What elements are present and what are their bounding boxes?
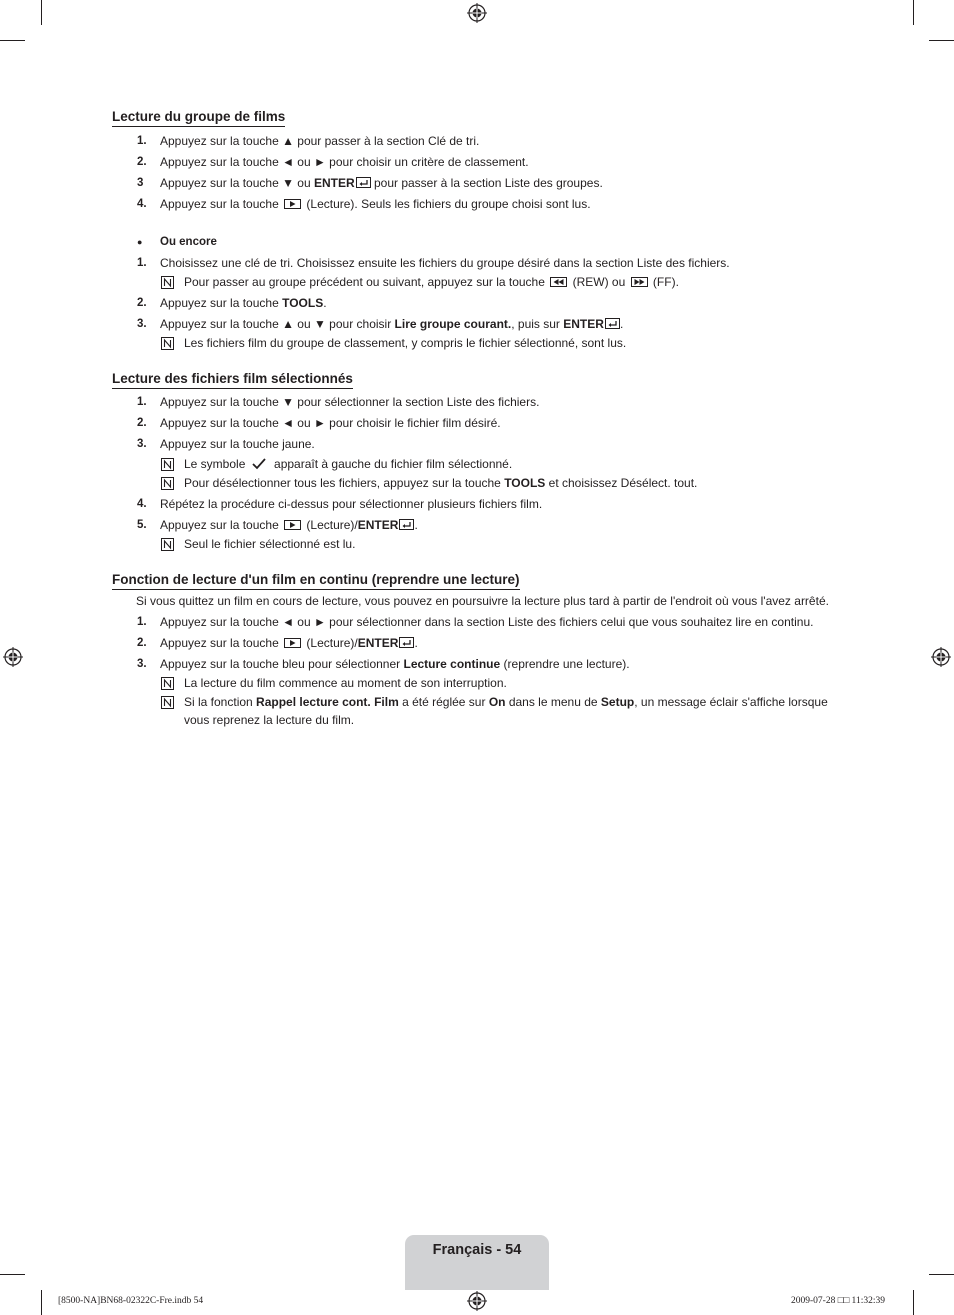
note-icon bbox=[161, 538, 174, 551]
crop-mark bbox=[41, 1290, 42, 1315]
step-text: Appuyez sur la touche ◄ ou ► pour choisir le fichier film désiré. bbox=[160, 416, 501, 430]
play-icon bbox=[284, 199, 301, 209]
registration-mark-icon bbox=[467, 1291, 487, 1311]
step-number: 3. bbox=[137, 318, 147, 330]
section-heading: Lecture du groupe de films bbox=[112, 109, 285, 127]
bullet-icon: ● bbox=[137, 237, 143, 247]
crop-mark bbox=[929, 1274, 954, 1275]
registration-mark-icon bbox=[467, 3, 487, 23]
step-text: Répétez la procédure ci-dessus pour sélectionner plusieurs fichiers film. bbox=[160, 497, 543, 511]
step-number: 2. bbox=[137, 156, 147, 168]
step-number: 1. bbox=[137, 396, 147, 408]
registration-mark-icon bbox=[931, 647, 951, 667]
step-text: Appuyez sur la touche TOOLS. bbox=[160, 296, 327, 310]
step-text: Appuyez sur la touche ◄ ou ► pour choisir un critère de classement. bbox=[160, 155, 529, 169]
note-text: La lecture du film commence au moment de son interruption. bbox=[184, 676, 507, 690]
step-number: 3. bbox=[137, 438, 147, 450]
step-number: 1. bbox=[137, 616, 147, 628]
page-number-tab bbox=[405, 1235, 549, 1290]
step-text: Appuyez sur la touche (Lecture). Seuls les fichiers du groupe choisi sont lus. bbox=[160, 197, 591, 211]
enter-icon bbox=[356, 177, 371, 188]
step-text: Appuyez sur la touche bleu pour sélectionner Lecture continue (reprendre une lecture). bbox=[160, 657, 630, 671]
step-text: Appuyez sur la touche ▼ ou ENTER pour passer à la section Liste des groupes. bbox=[160, 176, 603, 190]
step-text: Appuyez sur la touche ▲ ou ▼ pour choisir Lire groupe courant., puis sur ENTER . bbox=[160, 317, 624, 331]
crop-mark bbox=[913, 0, 914, 25]
step-number: 1. bbox=[137, 257, 147, 269]
play-icon bbox=[284, 638, 301, 648]
section-heading: Fonction de lecture d'un film en continu (reprendre une lecture) bbox=[112, 572, 520, 590]
step-text: Appuyez sur la touche ▼ pour sélectionner la section Liste des fichiers. bbox=[160, 395, 540, 409]
note-icon bbox=[161, 458, 174, 471]
step-text: Appuyez sur la touche jaune. bbox=[160, 437, 315, 451]
step-number: 2. bbox=[137, 417, 147, 429]
step-number: 4. bbox=[137, 498, 147, 510]
note-text: Si la fonction Rappel lecture cont. Film a été réglée sur On dans le menu de Setup, un message éclair s'affiche lorsque bbox=[184, 695, 828, 709]
step-number: 3 bbox=[137, 177, 144, 189]
note-text: Seul le fichier sélectionné est lu. bbox=[184, 537, 356, 551]
step-number: 4. bbox=[137, 198, 147, 210]
enter-icon bbox=[399, 637, 414, 648]
note-icon bbox=[161, 696, 174, 709]
step-number: 5. bbox=[137, 519, 147, 531]
crop-mark bbox=[0, 40, 25, 41]
crop-mark bbox=[0, 1274, 25, 1275]
intro-text: Si vous quittez un film en cours de lecture, vous pouvez en poursuivre la lecture plus tard à partir de l'endroit où vous l'avez arrêté. bbox=[136, 594, 829, 608]
step-number: 2. bbox=[137, 637, 147, 649]
step-text: Appuyez sur la touche ▲ pour passer à la section Clé de tri. bbox=[160, 134, 480, 148]
step-number: 3. bbox=[137, 658, 147, 670]
crop-mark bbox=[41, 0, 42, 25]
note-icon bbox=[161, 337, 174, 350]
note-text: Les fichiers film du groupe de classement, y compris le fichier sélectionné, sont lus. bbox=[184, 336, 627, 350]
note-text: Pour passer au groupe précédent ou suivant, appuyez sur la touche (REW) ou (FF). bbox=[184, 275, 679, 289]
note-icon bbox=[161, 677, 174, 690]
note-text: Pour désélectionner tous les fichiers, appuyez sur la touche TOOLS et choisissez Désélect. tout. bbox=[184, 476, 698, 490]
page-number: Français - 54 bbox=[432, 1242, 522, 1258]
note-icon bbox=[161, 276, 174, 289]
fast-forward-icon bbox=[631, 277, 648, 287]
print-slug-left: [8500-NA]BN68-02322C-Fre.indb 54 bbox=[58, 1296, 204, 1306]
enter-icon bbox=[605, 318, 620, 329]
print-slug-right: 2009-07-28 □□ 11:32:39 bbox=[791, 1296, 885, 1306]
step-text: Appuyez sur la touche (Lecture)/ENTER . bbox=[160, 636, 418, 650]
registration-mark-icon bbox=[3, 647, 23, 667]
step-text: Appuyez sur la touche ◄ ou ► pour sélectionner dans la section Liste des fichiers celui que vous souhaitez lire en continu. bbox=[160, 615, 814, 629]
section-heading: Lecture des fichiers film sélectionnés bbox=[112, 371, 353, 389]
step-text: Choisissez une clé de tri. Choisissez ensuite les fichiers du groupe désiré dans la section Liste des fichiers. bbox=[160, 256, 730, 270]
note-text: Le symbole apparaît à gauche du fichier film sélectionné. bbox=[184, 457, 513, 471]
step-text: Appuyez sur la touche (Lecture)/ENTER . bbox=[160, 518, 418, 532]
checkmark-icon bbox=[251, 458, 267, 470]
crop-mark bbox=[913, 1290, 914, 1315]
bullet-label: Ou encore bbox=[160, 236, 217, 248]
rewind-icon bbox=[550, 277, 567, 287]
step-number: 1. bbox=[137, 135, 147, 147]
crop-mark bbox=[929, 40, 954, 41]
note-icon bbox=[161, 477, 174, 490]
play-icon bbox=[284, 520, 301, 530]
enter-icon bbox=[399, 519, 414, 530]
step-number: 2. bbox=[137, 297, 147, 309]
note-text: vous reprenez la lecture du film. bbox=[184, 713, 355, 727]
